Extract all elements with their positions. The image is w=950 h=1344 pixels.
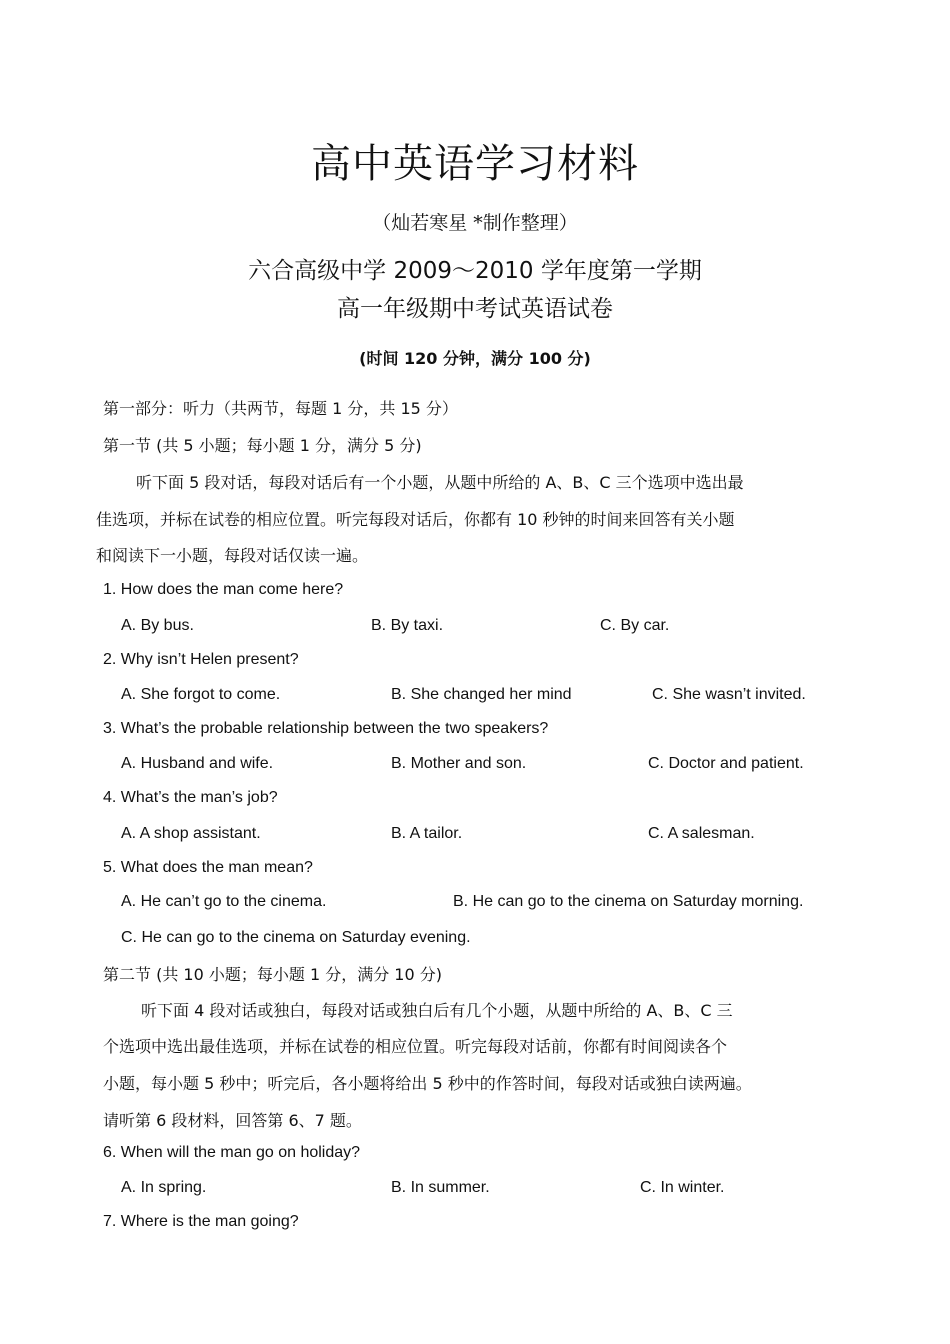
- question-4: 4. What’s the man’s job?: [103, 789, 278, 806]
- option-b: B. In summer.: [391, 1179, 490, 1196]
- option-b: B. A tailor.: [391, 825, 463, 842]
- section1-instruction-line: 佳选项，并标在试卷的相应位置。听完每段对话后，你都有 10 秒钟的时间来回答有关小题: [96, 510, 735, 529]
- exam-time-score: (时间 120 分钟，满分 100 分): [359, 349, 591, 368]
- option-a: A. He can’t go to the cinema.: [121, 893, 327, 910]
- option-b: B. By taxi.: [371, 617, 444, 634]
- school-term: 六合高级中学 2009～2010 学年度第一学期: [248, 258, 702, 284]
- option-b: B. He can go to the cinema on Saturday morning.: [453, 893, 804, 910]
- section2-instruction-line: 小题，每小题 5 秒中；听完后，各小题将给出 5 秒中的作答时间，每段对话或独白读两遍。: [103, 1074, 752, 1093]
- part1-heading: 第一部分：听力（共两节，每题 1 分，共 15 分）: [103, 399, 458, 418]
- option-a: A. A shop assistant.: [121, 825, 261, 842]
- question-2: 2. Why isn’t Helen present?: [103, 651, 299, 668]
- option-a: A. She forgot to come.: [121, 686, 281, 703]
- option-c: C. By car.: [600, 617, 670, 634]
- option-c: C. Doctor and patient.: [648, 755, 804, 772]
- question-1: 1. How does the man come here?: [103, 581, 344, 598]
- option-b: B. Mother and son.: [391, 755, 527, 772]
- question-3: 3. What’s the probable relationship between the two speakers?: [103, 720, 549, 737]
- section1-instruction-line: 和阅读下一小题，每段对话仅读一遍。: [96, 546, 369, 565]
- question-6: 6. When will the man go on holiday?: [103, 1144, 361, 1161]
- question-5: 5. What does the man mean?: [103, 859, 313, 876]
- option-a: A. By bus.: [121, 617, 194, 634]
- document-title: 高中英语学习材料: [311, 141, 639, 187]
- section2-instruction-line: 个选项中选出最佳选项，并标在试卷的相应位置。听完每段对话前，你都有时间阅读各个: [103, 1037, 728, 1056]
- option-a: A. In spring.: [121, 1179, 207, 1196]
- option-c: C. A salesman.: [648, 825, 755, 842]
- option-c: C. He can go to the cinema on Saturday evening.: [121, 929, 471, 946]
- option-a: A. Husband and wife.: [121, 755, 274, 772]
- option-c: C. In winter.: [640, 1179, 725, 1196]
- document-maker: （灿若寒星 *制作整理）: [372, 212, 578, 234]
- section2-heading: 第二节 (共 10 小题；每小题 1 分，满分 10 分): [103, 965, 442, 984]
- section2-instruction-line: 请听第 6 段材料，回答第 6、7 题。: [103, 1111, 362, 1130]
- exam-name: 高一年级期中考试英语试卷: [337, 296, 613, 322]
- section1-heading: 第一节 (共 5 小题；每小题 1 分，满分 5 分): [103, 436, 422, 455]
- section2-instruction-line: 听下面 4 段对话或独白，每段对话或独白后有几个小题，从题中所给的 A、B、C 三: [141, 1001, 733, 1020]
- section1-instruction-line: 听下面 5 段对话，每段对话后有一个小题，从题中所给的 A、B、C 三个选项中选出最: [136, 473, 744, 492]
- option-c: C. She wasn’t invited.: [652, 686, 806, 703]
- option-b: B. She changed her mind: [391, 686, 572, 703]
- question-7: 7. Where is the man going?: [103, 1213, 299, 1230]
